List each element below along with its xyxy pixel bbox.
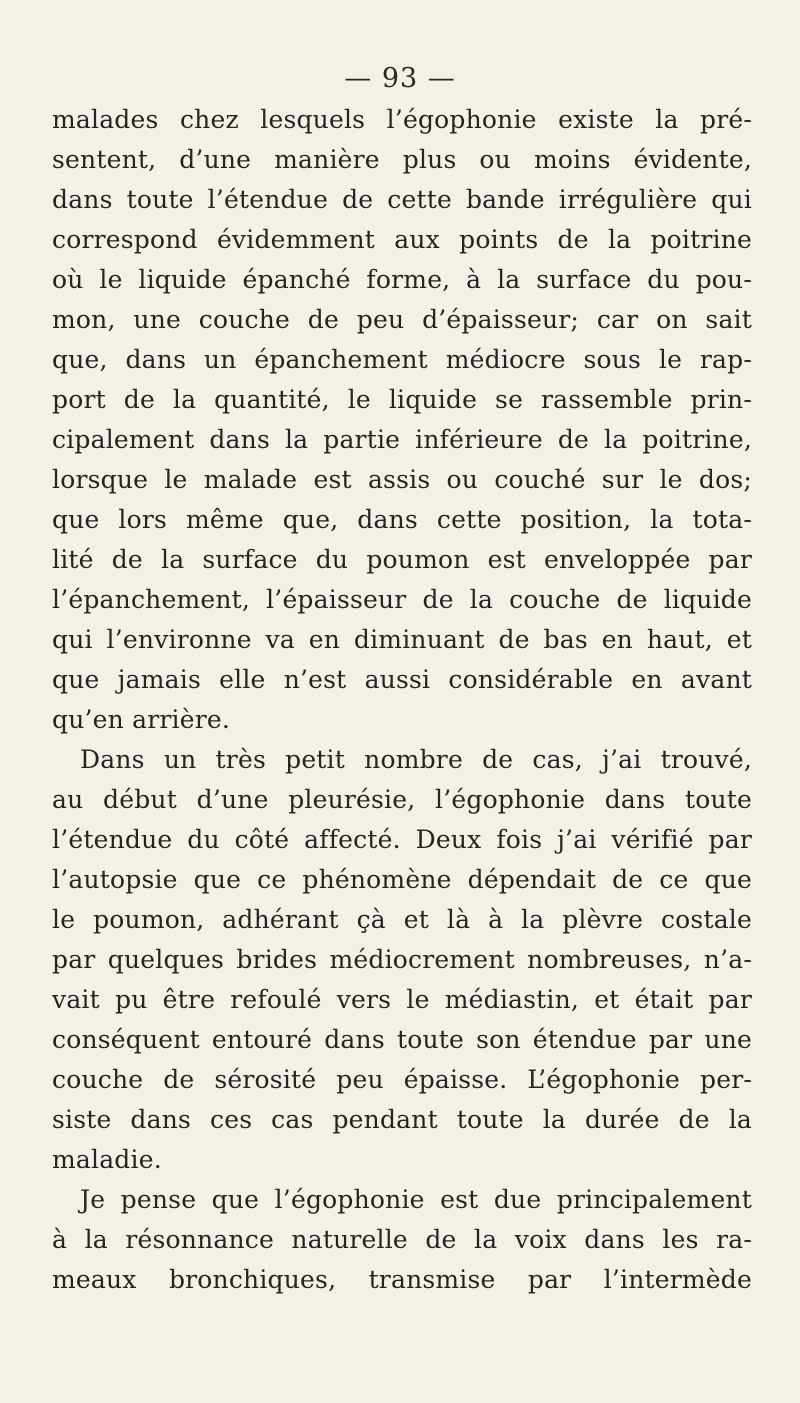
text-line: le poumon, adhérant çà et là à la plèvre costale (52, 905, 752, 934)
text-line: conséquent entouré dans toute son étendue par une (52, 1025, 752, 1054)
text-line: meaux bronchiques, transmise par l’intermède (52, 1265, 752, 1294)
text-line: l’épanchement, l’épaisseur de la couche de liquide (52, 585, 752, 614)
page-number: — 93 — (344, 63, 456, 94)
text-line: malades chez lesquels l’égophonie existe la pré- (52, 105, 752, 134)
text-line: lorsque le malade est assis ou couché sur le dos; (52, 465, 752, 494)
text-line: lité de la surface du poumon est enveloppée par (52, 545, 752, 574)
body-text (52, 100, 752, 1300)
text-line: mon, une couche de peu d’épaisseur; car on sait (52, 305, 752, 334)
text-line: l’étendue du côté affecté. Deux fois j’ai vérifié par (52, 825, 752, 854)
text-line: que lors même que, dans cette position, la tota- (52, 505, 752, 534)
text-line: Dans un très petit nombre de cas, j’ai trouvé, (80, 745, 752, 774)
text-line: port de la quantité, le liquide se rassemble prin- (52, 385, 752, 414)
text-line: Je pense que l’égophonie est due principalement (80, 1185, 752, 1214)
text-line: couche de sérosité peu épaisse. L’égophonie per- (52, 1065, 752, 1094)
text-line: cipalement dans la partie inférieure de la poitrine, (52, 425, 752, 454)
text-line: par quelques brides médiocrement nombreuses, n’a- (52, 945, 752, 974)
text-line: au début d’une pleurésie, l’égophonie dans toute (52, 785, 752, 814)
text-line: l’autopsie que ce phénomène dépendait de ce que (52, 865, 752, 894)
text-line: sentent, d’une manière plus ou moins évidente, (52, 145, 752, 174)
text-line: à la résonnance naturelle de la voix dans les ra- (52, 1225, 752, 1254)
text-line: que, dans un épanchement médiocre sous le rap- (52, 345, 752, 374)
text-line: qu’en arrière. (52, 705, 230, 734)
text-line: dans toute l’étendue de cette bande irrégulière qui (52, 185, 752, 214)
text-line: correspond évidemment aux points de la poitrine (52, 225, 752, 254)
text-line: maladie. (52, 1145, 162, 1174)
text-line: où le liquide épanché forme, à la surface du pou- (52, 265, 752, 294)
text-line: qui l’environne va en diminuant de bas en haut, et (52, 625, 752, 654)
text-line: siste dans ces cas pendant toute la durée de la (52, 1105, 752, 1134)
text-line: vait pu être refoulé vers le médiastin, et était par (52, 985, 752, 1014)
text-line: que jamais elle n’est aussi considérable en avant (52, 665, 752, 694)
